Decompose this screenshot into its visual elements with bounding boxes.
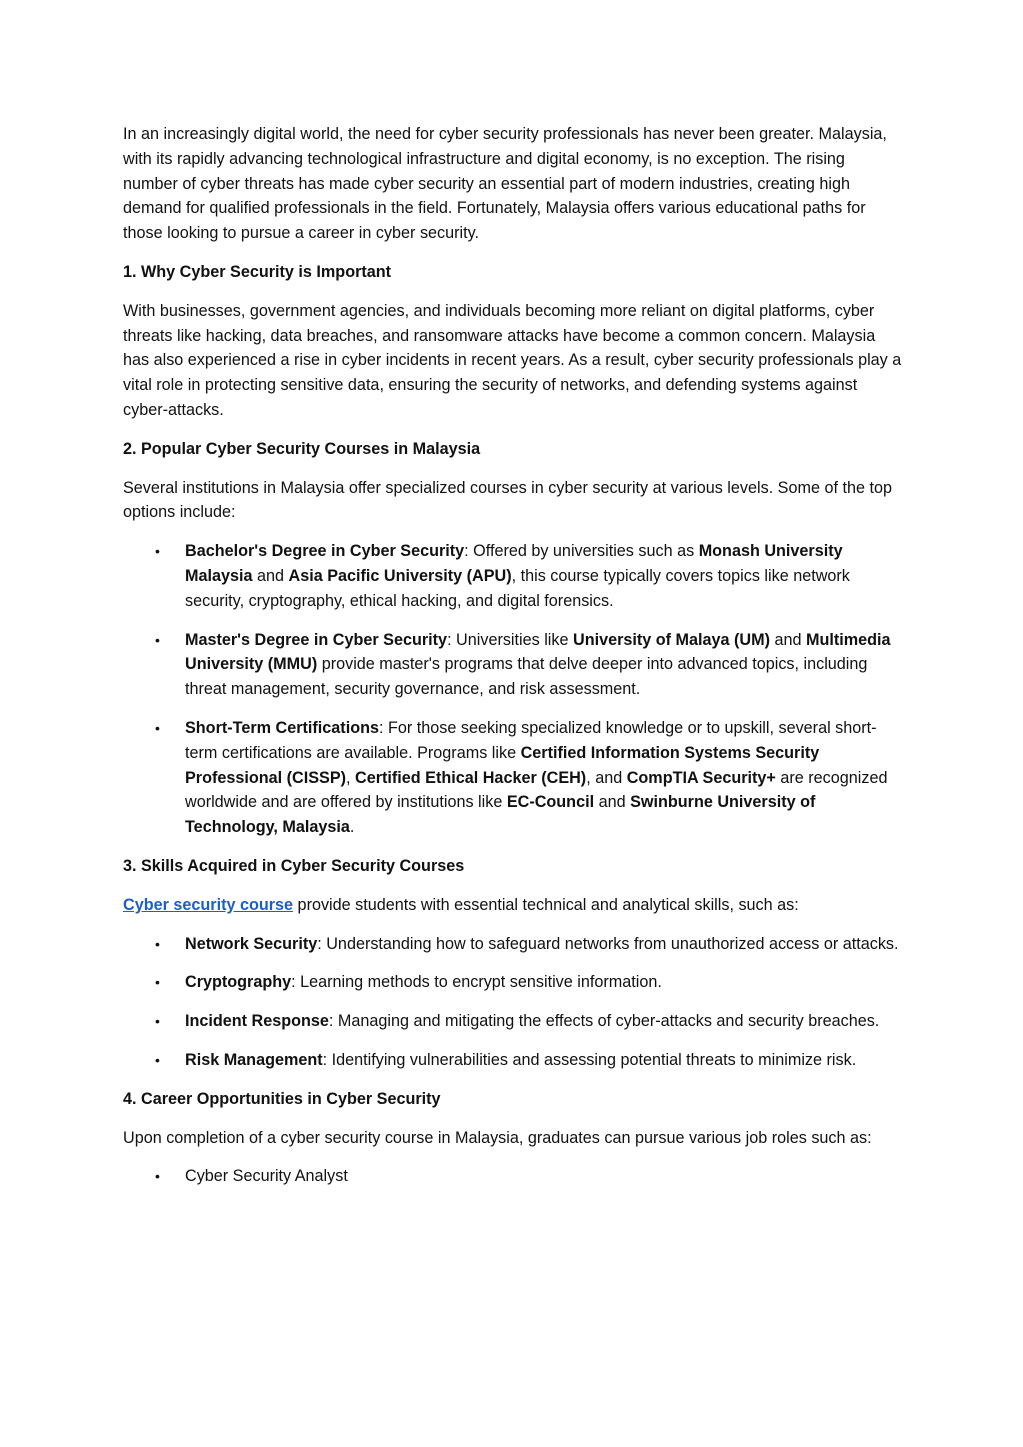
bullet-icon: • xyxy=(155,935,160,952)
intro-paragraph: In an increasingly digital world, the need for cyber security professionals has never been greater. Malaysia, with its rapidly advancing technological infrastructure and digital economy, is no exception. The rising number of cyber threats has made cyber security an essential part of modern industries, creating high demand for qualified professionals in the field. Fortunately, Malaysia offers various educational paths for those looking to pursue a career in cyber security. xyxy=(123,125,887,243)
section-3-heading: 3. Skills Acquired in Cyber Security Courses xyxy=(123,856,465,875)
institution-name: Multimedia University (MMU) xyxy=(185,630,891,674)
item-title: Risk Management xyxy=(185,1050,323,1069)
bullet-icon: • xyxy=(155,1013,160,1030)
list-item-cryptography xyxy=(123,970,903,995)
item-text: , xyxy=(346,768,356,787)
list-item-career xyxy=(123,1164,903,1189)
item-title: Incident Response xyxy=(185,1012,329,1031)
skills-list xyxy=(123,932,903,1073)
item-title: Master's Degree in Cyber Security xyxy=(185,630,448,649)
section-3-intro xyxy=(123,893,903,918)
item-title: Bachelor's Degree in Cyber Security xyxy=(185,542,465,561)
list-item-masters xyxy=(123,628,903,702)
cyber-security-course-link[interactable]: Cyber security course xyxy=(123,895,294,914)
item-text: , this course typically covers topics like network security, cryptography, ethical hacking, and digital forensics. xyxy=(185,566,850,610)
certification-name: Certified Information Systems Security Professional (CISSP) xyxy=(185,743,820,787)
section-1-heading: 1. Why Cyber Security is Important xyxy=(123,262,392,281)
item-title: Cryptography xyxy=(185,973,292,992)
institution-name: University of Malaya (UM) xyxy=(573,630,770,649)
item-text: : Learning methods to encrypt sensitive information. xyxy=(291,973,662,992)
institution-name: Swinburne University of Technology, Malaysia xyxy=(185,793,816,837)
item-text: : Understanding how to safeguard networks from unauthorized access or attacks. xyxy=(317,934,899,953)
item-title: Network Security xyxy=(185,934,318,953)
institution-name: Asia Pacific University (APU) xyxy=(288,566,512,585)
list-item-bachelors xyxy=(123,539,903,613)
item-text: : Universities like xyxy=(447,630,573,649)
item-text: and xyxy=(252,566,289,585)
item-text: and xyxy=(594,793,631,812)
item-title: Short-Term Certifications xyxy=(185,718,379,737)
item-text: , and xyxy=(586,768,627,787)
item-text: Cyber Security Analyst xyxy=(185,1167,348,1186)
item-text: : Identifying vulnerabilities and assessing potential threats to minimize risk. xyxy=(322,1050,857,1069)
certification-name: CompTIA Security+ xyxy=(626,768,776,787)
item-text: are recognized worldwide and are offered by institutions like xyxy=(185,768,888,812)
bullet-icon: • xyxy=(155,1168,160,1185)
bullet-icon: • xyxy=(155,631,160,648)
list-item-certifications xyxy=(123,716,903,840)
institution-name: EC-Council xyxy=(506,793,595,812)
section-2-intro: Several institutions in Malaysia offer specialized courses in cyber security at various levels. Some of the top options include: xyxy=(123,478,892,522)
section-3-intro-text: provide students with essential technical and analytical skills, such as: xyxy=(293,895,799,914)
certification-name: Certified Ethical Hacker (CEH) xyxy=(355,768,587,787)
institution-name: Monash University Malaysia xyxy=(185,542,843,585)
item-text: and xyxy=(770,630,807,649)
bullet-icon: • xyxy=(155,1051,160,1068)
item-text: : Managing and mitigating the effects of cyber-attacks and security breaches. xyxy=(328,1012,880,1031)
item-text: : For those seeking specialized knowledge or to upskill, several short-term certifications are available. Programs like xyxy=(185,718,877,762)
section-4-heading: 4. Career Opportunities in Cyber Security xyxy=(123,1089,441,1108)
item-text: provide master's programs that delve deeper into advanced topics, including threat management, security governance, and risk assessment. xyxy=(185,655,868,699)
section-2-heading: 2. Popular Cyber Security Courses in Malaysia xyxy=(123,439,481,458)
bullet-icon: • xyxy=(155,974,160,991)
course-list xyxy=(123,539,903,840)
list-item-risk-management xyxy=(123,1048,903,1073)
list-item-network-security xyxy=(123,932,903,957)
bullet-icon: • xyxy=(155,719,160,736)
item-text: . xyxy=(349,818,355,837)
document-page xyxy=(123,122,903,1203)
bullet-icon: • xyxy=(155,543,160,560)
item-text: : Offered by universities such as xyxy=(464,542,699,561)
list-item-incident-response xyxy=(123,1009,903,1034)
section-4-intro: Upon completion of a cyber security course in Malaysia, graduates can pursue various job roles such as: xyxy=(123,1128,872,1147)
career-list xyxy=(123,1164,903,1189)
section-1-body: With businesses, government agencies, and individuals becoming more reliant on digital platforms, cyber threats like hacking, data breaches, and ransomware attacks have become a common concern. Malaysia has also experienced a rise in cyber incidents in recent years. As a result, cyber security professionals play a vital role in protecting sensitive data, ensuring the security of networks, and defending systems against cyber-attacks. xyxy=(123,301,902,419)
